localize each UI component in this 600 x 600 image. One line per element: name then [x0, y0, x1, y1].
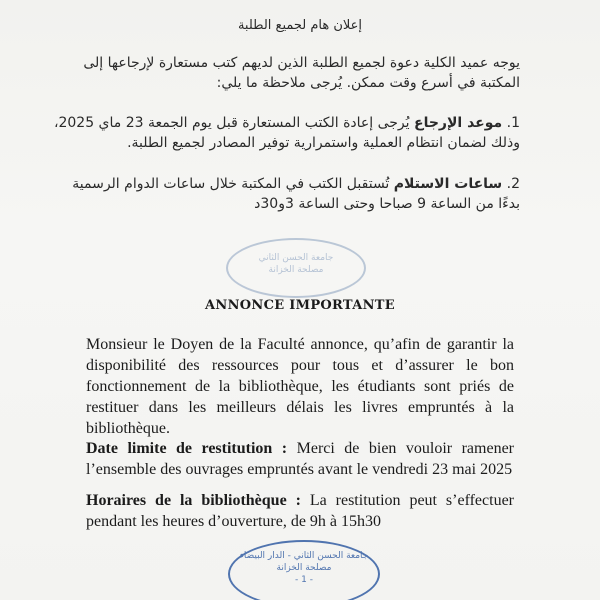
deadline-label: Date limite de restitution : [86, 440, 288, 457]
arabic-title: إعلان هام لجميع الطلبة [237, 18, 363, 33]
french-title: ANNONCE IMPORTANTE [205, 298, 395, 313]
arabic-item-number: 1. [506, 115, 520, 131]
faded-stamp [226, 238, 366, 298]
french-paragraph: Monsieur le Doyen de la Faculté annonce, qu’afin de garantir la disponibilité des ressources pour tous et d’assurer le bon fonctionnement de la bibliothèque, les étudiants sont priés de restituer dans les meilleurs délais les livres empruntés à la bibliothèque. [86, 336, 514, 437]
french-hours [86, 490, 514, 532]
arabic-item-text: يُرجى إعادة الكتب المستعارة قبل يوم الجمعة 23 ماي 2025، وذلك لضمان انتظام العملية واستمرارية توفير المصادر لجميع الطلبة. [53, 115, 520, 151]
arabic-item-number: 2. [506, 176, 520, 192]
hours-label: Horaires de la bibliothèque : [86, 492, 301, 509]
stamp-line: جامعة الحسن الثاني - الدار البيضاء [239, 551, 369, 561]
arabic-item-text: تُستقبل الكتب في المكتبة خلال ساعات الدوام الرسمية بدءًا من الساعة 9 صباحا وحتى الساعة 3و30د [72, 176, 520, 212]
stamp-line: مصلحة الخزانة [276, 563, 332, 573]
arabic-item-label: ساعات الاستلام [393, 176, 503, 192]
hours-text: La restitution peut s’effectuer pendant les heures d’ouverture, de 9h à 15h30 [86, 492, 515, 530]
stamp-line: جامعة الحسن الثاني [258, 253, 334, 263]
stamp-line: مصلحة الخزانة [268, 265, 324, 275]
official-stamp [228, 540, 380, 600]
arabic-item-label: موعد الإرجاع [414, 115, 503, 131]
deadline-text: Merci de bien vouloir ramener l’ensemble des ouvrages empruntés avant le vendredi 23 mai 2025 [86, 440, 515, 478]
arabic-item-return-date [50, 113, 520, 153]
arabic-item-hours [50, 174, 520, 214]
french-deadline [86, 438, 514, 480]
arabic-intro: يوجه عميد الكلية دعوة لجميع الطلبة الذين لديهم كتب مستعارة لإرجاعها إلى المكتبة في أسرع وقت ممكن. يُرجى ملاحظة ما يلي: [83, 55, 520, 91]
stamp-line: - 1 - [295, 575, 313, 585]
